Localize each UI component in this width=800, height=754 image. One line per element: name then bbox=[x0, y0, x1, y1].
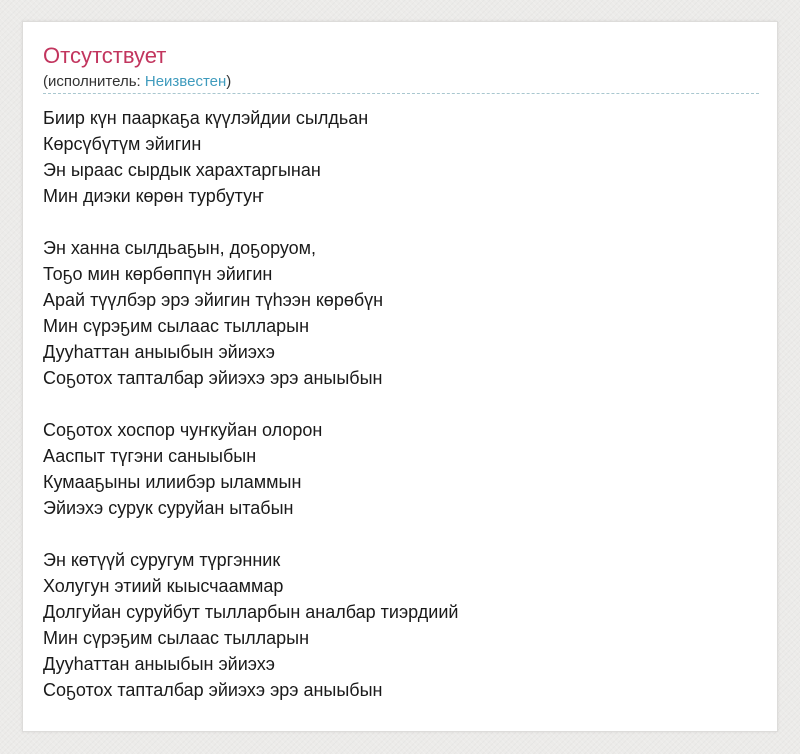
lyrics-line: Холугун этиий кыысчааммар bbox=[43, 576, 284, 596]
lyrics-text bbox=[43, 105, 759, 703]
lyrics-line: Мин сүрэҕим сылаас тылларын bbox=[43, 316, 310, 336]
lyrics-stanza bbox=[43, 547, 759, 703]
artist-info bbox=[43, 73, 759, 91]
lyrics-line: Ааспыт түгэни саныыбын bbox=[43, 446, 257, 466]
song-title: Отсутствует bbox=[43, 43, 167, 68]
lyrics-line: Мин диэки көрөн турбутуҥ bbox=[43, 186, 264, 206]
artist-link[interactable]: Неизвестен bbox=[144, 73, 227, 90]
lyrics-line: Эн көтүүй суругум түргэнник bbox=[43, 550, 281, 570]
lyrics-line: Дууһаттан аныыбын эйиэхэ bbox=[43, 342, 275, 362]
lyrics-line: Соҕотох тапталбар эйиэхэ эрэ аныыбын bbox=[43, 368, 383, 388]
lyrics-line: Долгуйан суруйбут тылларбын аналбар тиэрдиий bbox=[43, 602, 459, 622]
lyrics-card bbox=[22, 21, 778, 732]
lyrics-line: Эн ыраас сырдык харахтаргынан bbox=[43, 160, 321, 180]
lyrics-line: Биир күн пааркаҕа күүлэйдии сылдьан bbox=[43, 108, 369, 128]
lyrics-line: Көрсүбүтүм эйигин bbox=[43, 134, 202, 154]
lyrics-stanza bbox=[43, 417, 759, 521]
lyrics-line: Мин сүрэҕим сылаас тылларын bbox=[43, 628, 310, 648]
lyrics-line: Тоҕо мин көрбөппүн эйигин bbox=[43, 264, 273, 284]
artist-suffix: ) bbox=[226, 73, 232, 90]
artist-prefix: (исполнитель: bbox=[43, 73, 145, 90]
song-header bbox=[43, 42, 759, 94]
lyrics-line: Арай түүлбэр эрэ эйигин түһээн көрөбүн bbox=[43, 290, 384, 310]
lyrics-line: Дууһаттан аныыбын эйиэхэ bbox=[43, 654, 275, 674]
lyrics-line: Соҕотох хоспор чуҥкуйан олорон bbox=[43, 420, 323, 440]
lyrics-line: Эйиэхэ сурук суруйан ытабын bbox=[43, 498, 294, 518]
lyrics-line: Эн ханна сылдьаҕын, доҕоруом, bbox=[43, 238, 317, 258]
lyrics-stanza bbox=[43, 235, 759, 391]
lyrics-line: Соҕотох тапталбар эйиэхэ эрэ аныыбын bbox=[43, 680, 383, 700]
lyrics-stanza bbox=[43, 105, 759, 209]
lyrics-line: Кумааҕыны илиибэр ыламмын bbox=[43, 472, 302, 492]
